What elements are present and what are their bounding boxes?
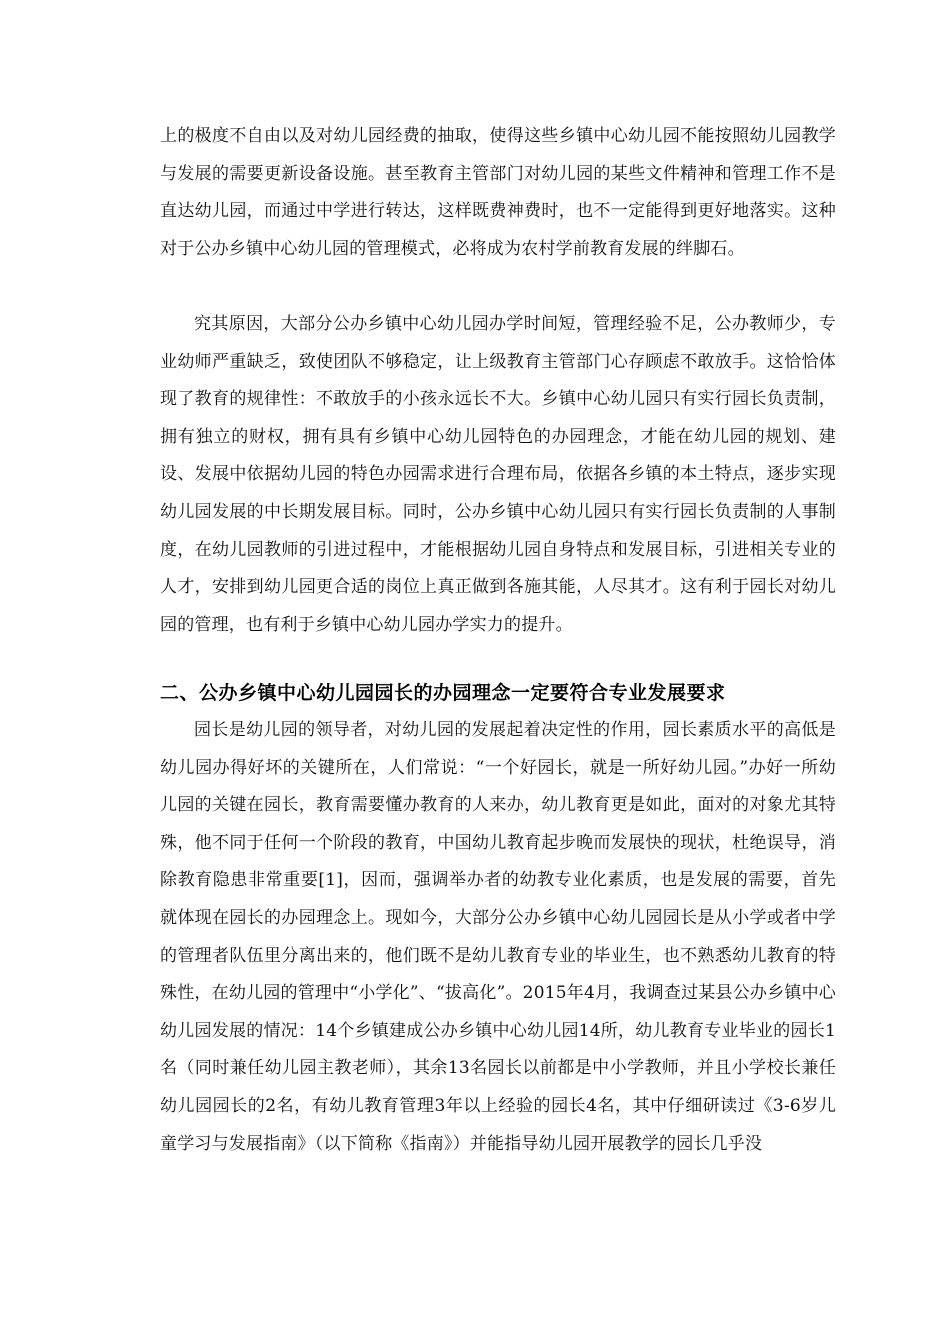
body-paragraph-3: 园长是幼儿园的领导者，对幼儿园的发展起着决定性的作用，园长素质水平的高低是幼儿园办得好坏的关键所在，人们常说：“一个好园长，就是一所好幼儿园。”办好一所幼儿园的关键在园长，教育需要懂办教育的人来办，幼儿教育更是如此，面对的对象尤其特殊，他不同于任何一个阶段的教育，中国幼儿教育起步晚而发展快的现状，杜绝误导，消除教育隐患非常重要[1]，因而，强调举办者的幼教专业化素质，也是发展的需要，首先就体现在园长的办园理念上。现如今，大部分公办乡镇中心幼儿园园长是从小学或者中学的管理者队伍里分离出来的，他们既不是幼儿教育专业的毕业生，也不熟悉幼儿教育的特殊性，在幼儿园的管理中“小学化”、“拔高化”。2015年4月，我调查过某县公办乡镇中心幼儿园发展的情况：14个乡镇建成公办乡镇中心幼儿园14所，幼儿教育专业毕业的园长1名（同时兼任幼儿园主教老师），其余13名园长以前都是中小学教师，并且小学校长兼任幼儿园园长的2名，有幼儿教育管理3年以上经验的园长4名，其中仔细研读过《3-6岁儿童学习与发展指南》（以下简称《指南》）并能指导幼儿园开展教学的园长几乎没 — [160, 720, 836, 1154]
body-paragraph-1: 上的极度不自由以及对幼儿园经费的抽取，使得这些乡镇中心幼儿园不能按照幼儿园教学与发展的需要更新设备设施。甚至教育主管部门对幼儿园的某些文件精神和管理工作不是直达幼儿园，而通过中学进行转达，这样既费神费时，也不一定能得到更好地落实。这种对于公办乡镇中心幼儿园的管理模式，必将成为农村学前教育发展的绊脚石。 — [160, 126, 836, 259]
section-heading: 二、公办乡镇中心幼儿园园长的办园理念一定要符合专业发展要求 — [160, 682, 726, 704]
body-paragraph-2: 究其原因，大部分公办乡镇中心幼儿园办学时间短，管理经验不足，公办教师少，专业幼师严重缺乏，致使团队不够稳定，让上级教育主管部门心存顾虑不敢放手。这恰恰体现了教育的规律性：不敢放手的小孩永远长不大。乡镇中心幼儿园只有实行园长负责制，拥有独立的财权，拥有具有乡镇中心幼儿园特色的办园理念，才能在幼儿园的规划、建设、发展中依据幼儿园的特色办园需求进行合理布局，依据各乡镇的本土特点，逐步实现幼儿园发展的中长期发展目标。同时，公办乡镇中心幼儿园只有实行园长负责制的人事制度，在幼儿园教师的引进过程中，才能根据幼儿园自身特点和发展目标，引进相关专业的人才，安排到幼儿园更合适的岗位上真正做到各施其能，人尽其才。这有利于园长对幼儿园的管理，也有利于乡镇中心幼儿园办学实力的提升。 — [160, 314, 836, 635]
